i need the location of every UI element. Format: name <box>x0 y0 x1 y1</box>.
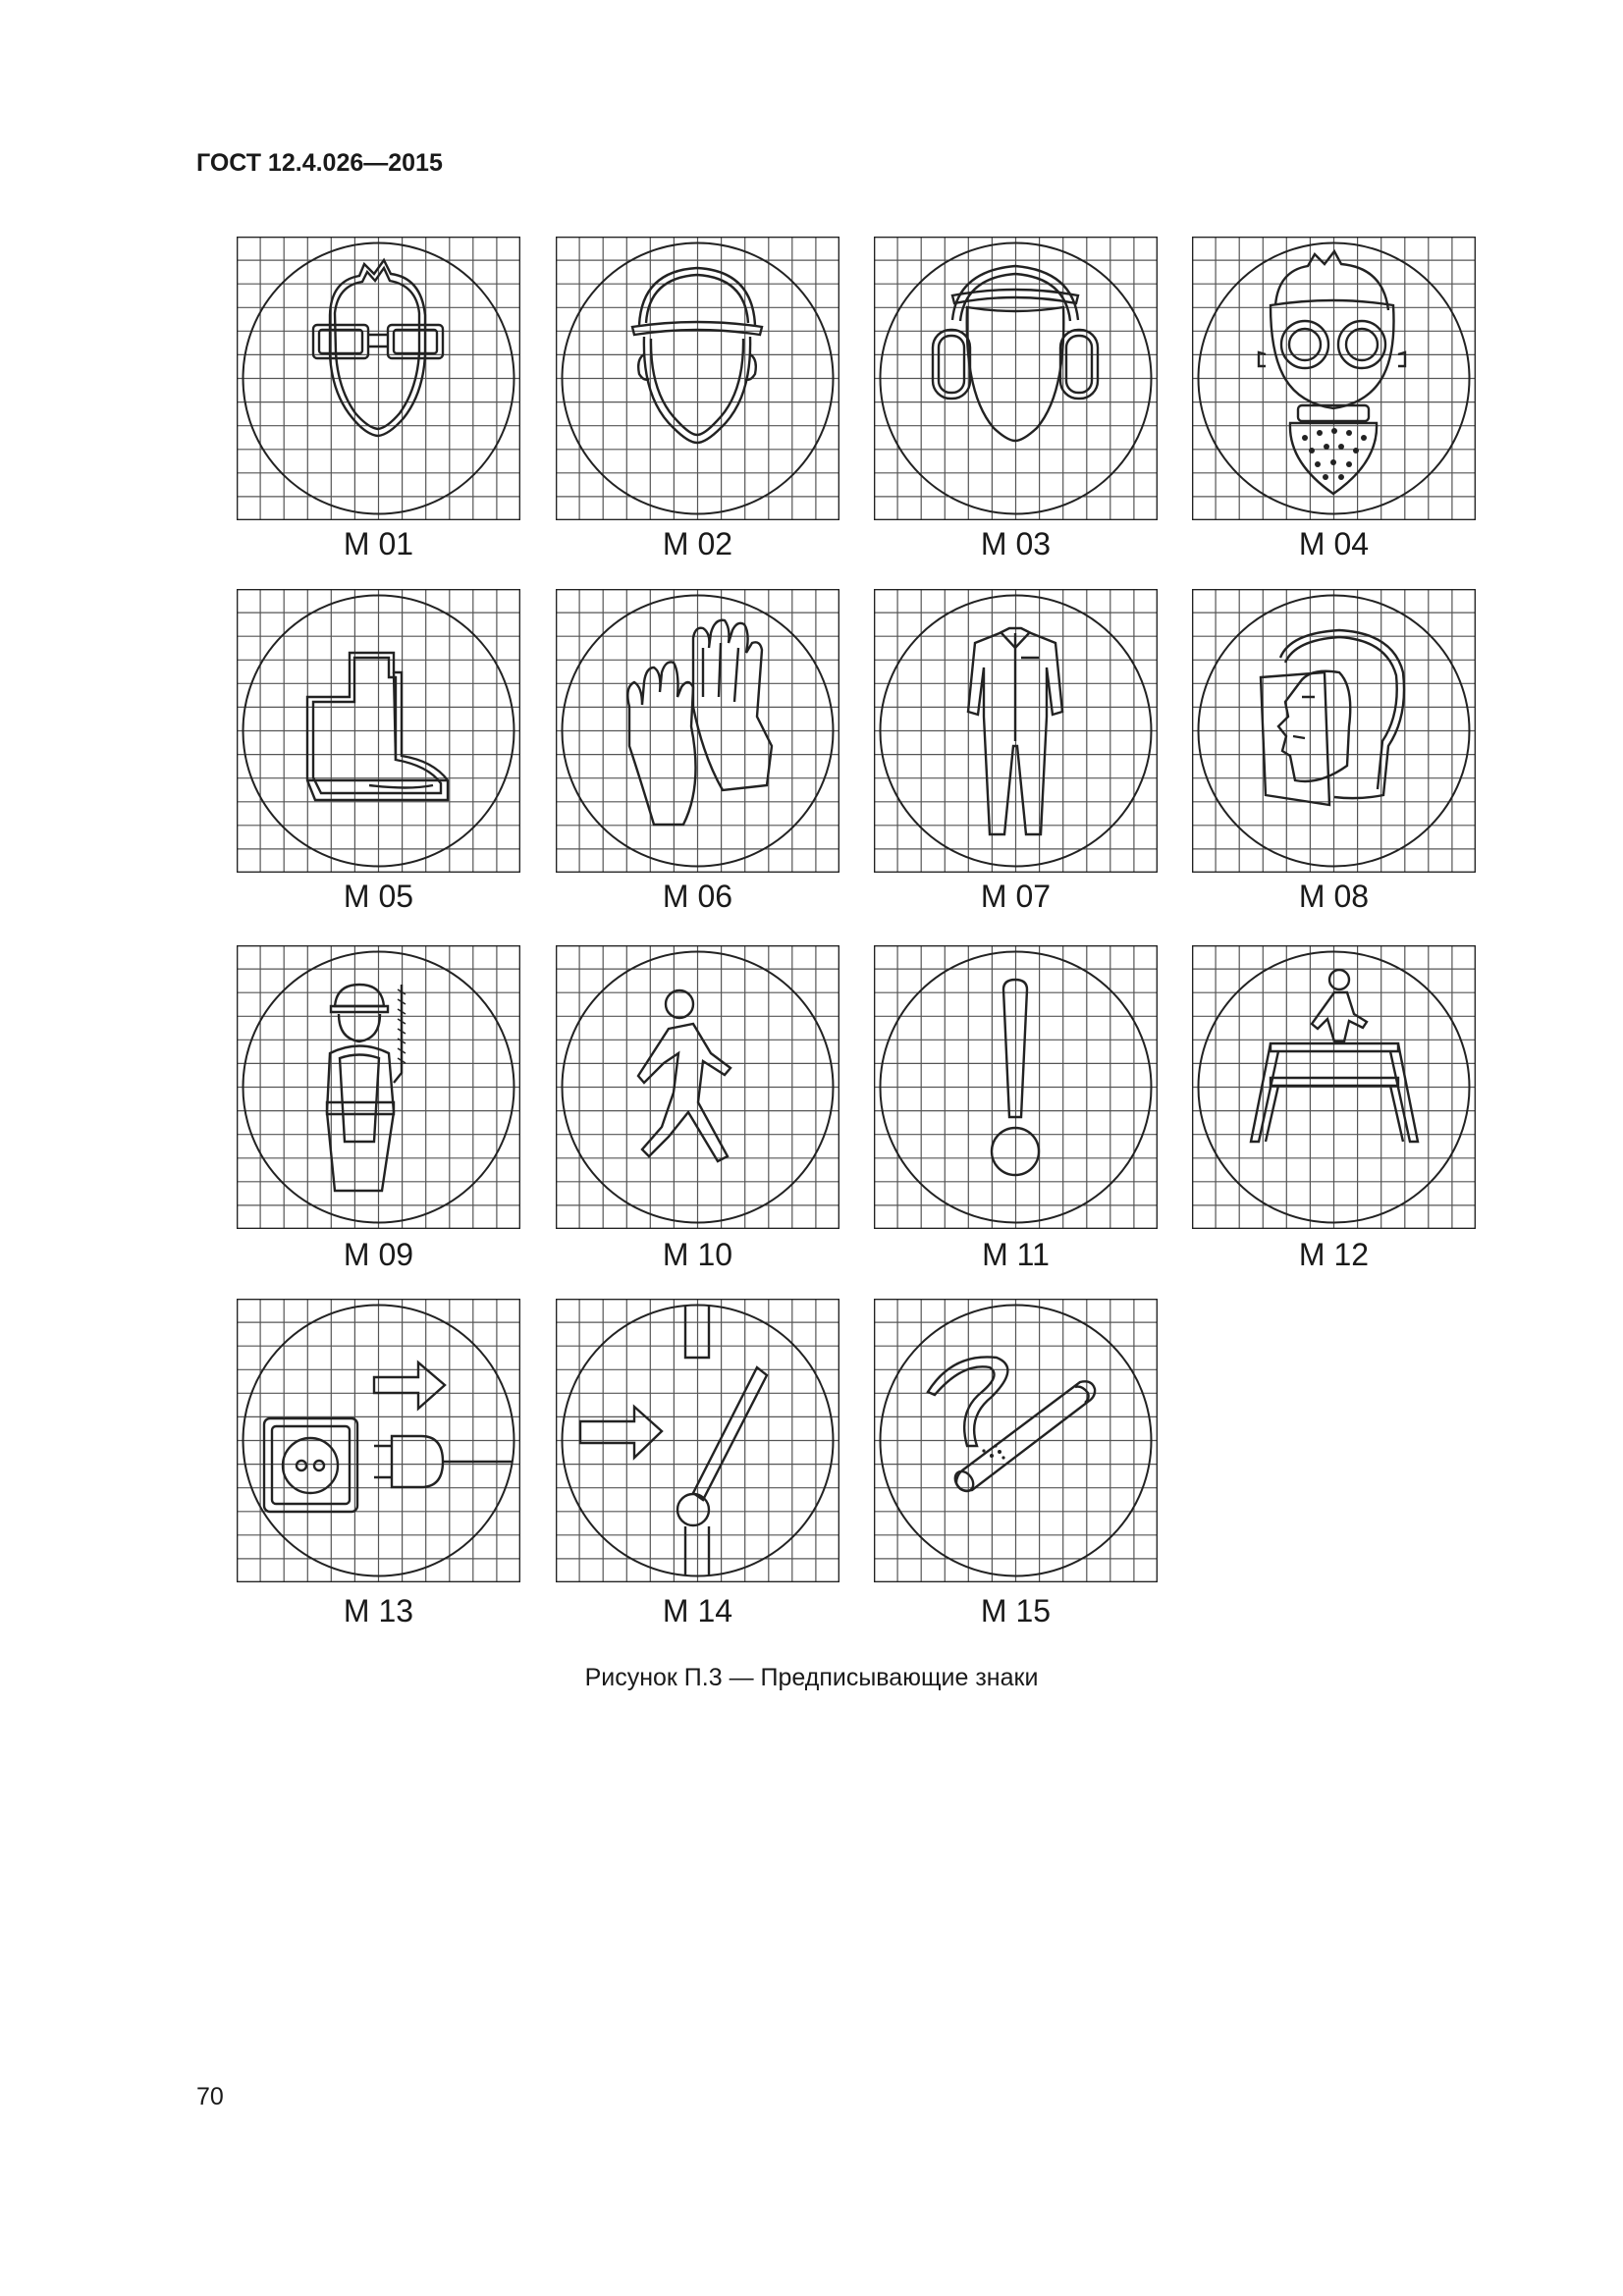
sign-m08 <box>1192 589 1476 873</box>
page-number: 70 <box>196 2083 224 2110</box>
sign-code-m04: М 04 <box>1298 526 1370 561</box>
sign-m02 <box>556 237 839 520</box>
sign-m01 <box>237 237 520 520</box>
sign-m12 <box>1192 945 1476 1229</box>
sign-code-m07: М 07 <box>980 879 1052 914</box>
sign-code-m06: М 06 <box>662 879 733 914</box>
sign-code-m14: М 14 <box>662 1593 733 1629</box>
sign-code-m12: М 12 <box>1298 1237 1370 1272</box>
sign-m05 <box>237 589 520 873</box>
sign-m09 <box>237 945 520 1229</box>
safety-helmet-icon <box>556 237 839 520</box>
sign-m11 <box>874 945 1158 1229</box>
sign-m15 <box>874 1299 1158 1582</box>
protective-gloves-icon <box>556 589 839 873</box>
sign-code-m13: М 13 <box>343 1593 414 1629</box>
sign-code-m02: М 02 <box>662 526 733 561</box>
sign-code-m15: М 15 <box>980 1593 1052 1629</box>
figure-caption: Рисунок П.3 — Предписывающие знаки <box>584 1664 1039 1691</box>
safety-boots-icon <box>237 589 520 873</box>
sign-m13 <box>237 1299 520 1582</box>
sign-m03 <box>874 237 1158 520</box>
unplug-icon <box>237 1299 520 1582</box>
document-header: ГОСТ 12.4.026—2015 <box>196 149 443 177</box>
no-smoking-cigarette-icon <box>874 1299 1158 1582</box>
sign-code-m01: М 01 <box>343 526 414 561</box>
pedestrian-route-icon <box>556 945 839 1229</box>
sign-code-m10: М 10 <box>662 1237 733 1272</box>
exclamation-mark-icon <box>874 945 1158 1229</box>
safety-harness-icon <box>237 945 520 1229</box>
ear-protection-icon <box>874 237 1158 520</box>
sign-code-m03: М 03 <box>980 526 1052 561</box>
sign-m07 <box>874 589 1158 873</box>
protective-clothing-icon <box>874 589 1158 873</box>
face-shield-icon <box>1192 589 1476 873</box>
sign-m06 <box>556 589 839 873</box>
sign-code-m05: М 05 <box>343 879 414 914</box>
sign-m14 <box>556 1299 839 1582</box>
sign-code-m11: М 11 <box>982 1237 1050 1272</box>
sign-m10 <box>556 945 839 1229</box>
sign-code-m08: М 08 <box>1298 879 1370 914</box>
safety-goggles-icon <box>237 237 520 520</box>
sign-code-m09: М 09 <box>343 1237 414 1272</box>
overpass-icon <box>1192 945 1476 1229</box>
sign-m04 <box>1192 237 1476 520</box>
gas-mask-icon <box>1192 237 1476 520</box>
disconnect-switch-icon <box>556 1299 839 1582</box>
